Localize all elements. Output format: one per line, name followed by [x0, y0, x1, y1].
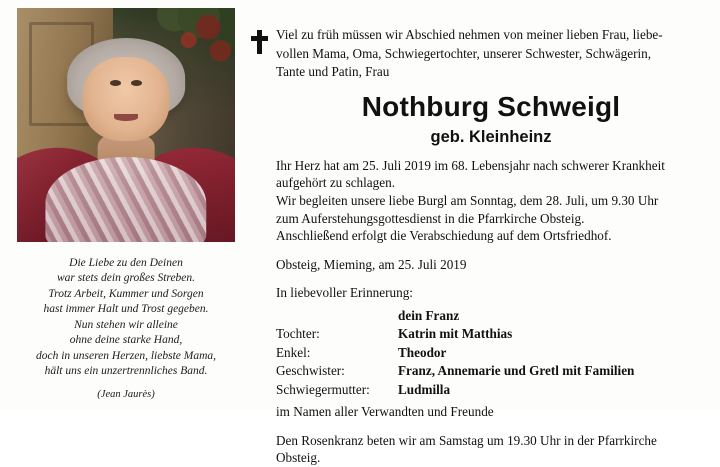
- right-column: [276, 8, 710, 466]
- family-name-bold: Ludmilla: [398, 381, 451, 397]
- family-value: [398, 381, 706, 399]
- portrait-photo: [17, 8, 235, 242]
- photo-sheen: [17, 8, 235, 242]
- intro-line: vollen Mama, Oma, Schwiegertochter, unserer Schwester, Schwägerin,: [276, 45, 652, 61]
- family-list: [276, 307, 706, 399]
- family-row: [276, 381, 706, 399]
- family-role: Schwiegermutter:: [276, 381, 370, 397]
- maiden-name: geb. Kleinheinz: [430, 127, 552, 146]
- rosary-line: Den Rosenkranz beten wir am Samstag um 19.30 Uhr in der Pfarrkirche: [276, 432, 657, 448]
- rosary-announcement: [276, 432, 706, 467]
- family-row: [276, 344, 706, 362]
- verse-line: hast immer Halt und Trost gegeben.: [43, 303, 209, 315]
- left-column: [10, 8, 242, 402]
- family-name-bold: dein Franz: [398, 307, 460, 323]
- family-row: [276, 325, 706, 343]
- verse-line: Trotz Arbeit, Kummer und Sorgen: [48, 287, 204, 300]
- family-role: Enkel:: [276, 344, 311, 360]
- family-value: [398, 344, 706, 362]
- deceased-name: Nothburg Schweigl: [361, 90, 621, 122]
- portrait-illustration: [17, 8, 235, 242]
- closing-line: im Namen aller Verwandten und Freunde: [276, 403, 494, 419]
- detail-line: aufgehört zu schlagen.: [276, 175, 396, 191]
- cross-horizontal-bar: [251, 36, 268, 41]
- memorial-verse: [19, 256, 233, 403]
- christian-cross-icon: [251, 30, 268, 54]
- detail-line: Anschließend erfolgt die Verabschiedung auf dem Ortsfriedhof.: [276, 228, 612, 244]
- verse-line: doch in unseren Herzen, liebste Mama,: [35, 349, 217, 362]
- verse-line: hält uns ein unzertrennliches Band.: [44, 365, 208, 377]
- funeral-details: [276, 157, 706, 245]
- family-role: Tochter:: [276, 326, 320, 342]
- memory-heading: In liebevoller Erinnerung:: [276, 285, 413, 301]
- rosary-line: Obsteig.: [276, 450, 321, 466]
- detail-line: Ihr Herz hat am 25. Juli 2019 im 68. Lebensjahr nach schwerer Krankheit: [276, 157, 665, 173]
- family-value: [398, 325, 706, 343]
- family-value: [398, 307, 706, 325]
- intro-line: Tante und Patin, Frau: [276, 64, 390, 80]
- cross-vertical-bar: [257, 30, 262, 54]
- family-name-bold: Theodor: [398, 344, 447, 360]
- detail-line: Wir begleiten unsere liebe Burgl am Sonntag, dem 28. Juli, um 9.30 Uhr: [276, 192, 659, 208]
- verse-author: (Jean Jaurès): [97, 388, 155, 400]
- cross-column: [242, 8, 276, 402]
- detail-line: zum Auferstehungsgottesdienst in die Pfarrkirche Obsteig.: [276, 210, 585, 226]
- family-name-bold: Katrin mit Matthias: [398, 326, 513, 342]
- intro-line: Viel zu früh müssen wir Abschied nehmen von meiner lieben Frau, liebe-: [276, 27, 663, 42]
- verse-line: war stets dein großes Streben.: [56, 272, 196, 284]
- family-name-bold: Franz, Annemarie und Gretl mit Familien: [398, 363, 635, 379]
- verse-line: ohne deine starke Hand,: [69, 334, 183, 346]
- family-value: [398, 362, 706, 380]
- verse-line: Die Liebe zu den Deinen: [69, 256, 183, 269]
- verse-line: Nun stehen wir alleine: [74, 318, 178, 331]
- intro-paragraph: [276, 26, 706, 82]
- place-and-date: Obsteig, Mieming, am 25. Juli 2019: [276, 256, 467, 272]
- family-role: Geschwister:: [276, 363, 345, 379]
- family-row: [276, 362, 706, 380]
- family-row: [276, 307, 706, 325]
